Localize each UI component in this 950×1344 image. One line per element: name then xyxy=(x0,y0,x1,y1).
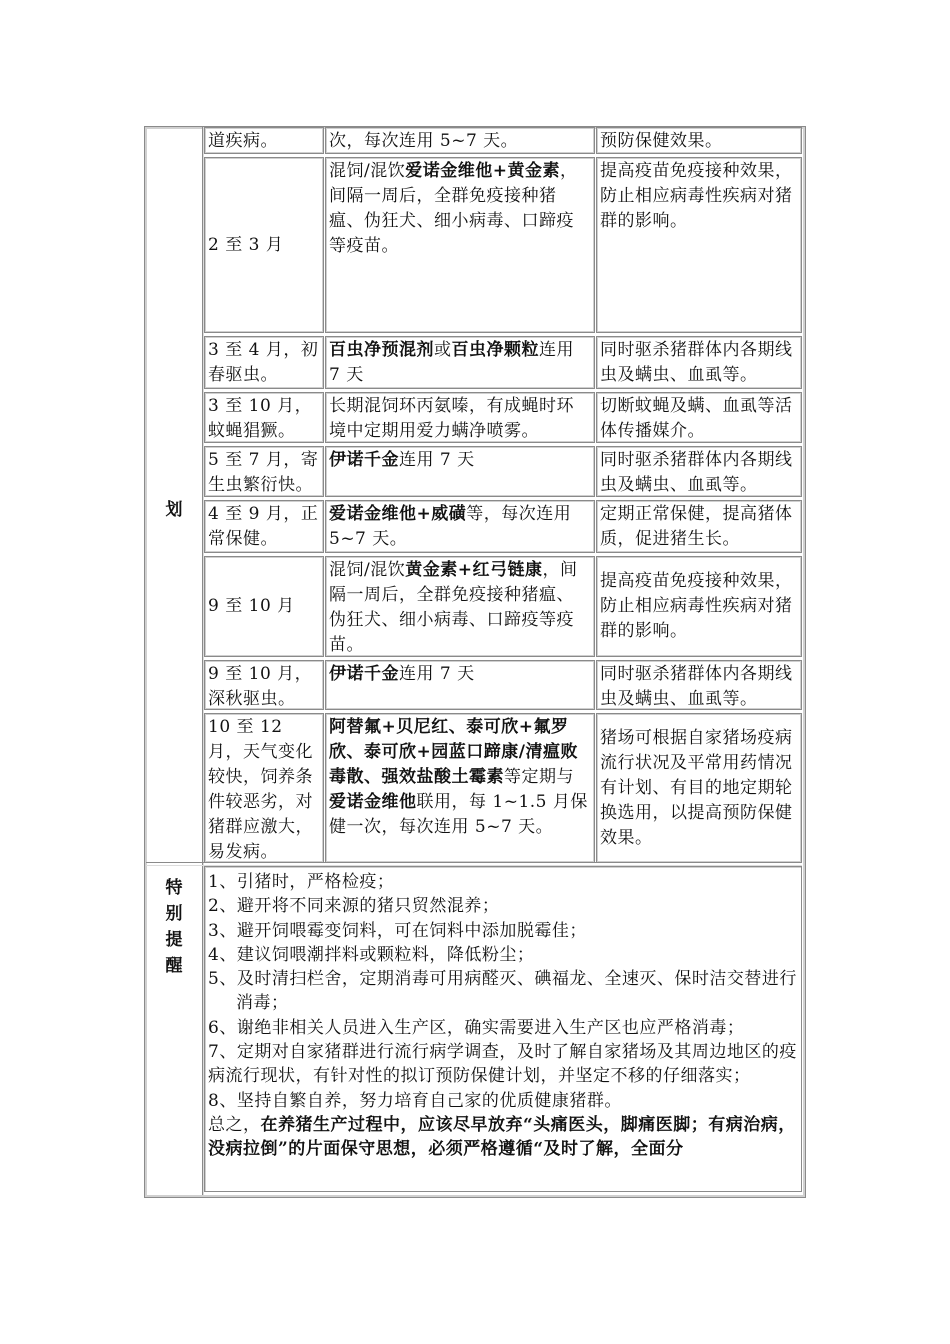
note-item: 6、谢绝非相关人员进入生产区，确实需要进入生产区也应严格消毒； xyxy=(208,1017,745,1038)
method-cell: 百虫净预混剂或百虫净颗粒连用 7 天 xyxy=(325,336,595,389)
time-cell: 2 至 3 月 xyxy=(204,157,324,333)
summary-prefix: 总之， xyxy=(208,1114,261,1135)
method-cell: 阿替氟+贝尼红、泰可欣+氟罗欣、泰可欣+园蓝口蹄康/清瘟败毒散、强效盐酸土霉素等定期与爱诺金维他联用，每 1~1.5 月保健一次，每次连用 5~7 天。 xyxy=(325,713,595,863)
method-cell: 爱诺金维他+威磺等，每次连用 5~7 天。 xyxy=(325,500,595,553)
summary-paragraph xyxy=(208,1113,798,1162)
time-cell: 9 至 10 月 xyxy=(204,556,324,657)
notes-label xyxy=(146,872,202,982)
effect-cell: 提高疫苗免疫接种效果，防止相应病毒性疾病对猪群的影响。 xyxy=(596,556,802,657)
note-item: 7、定期对自家猪群进行流行病学调查，及时了解自家猪场及其周边地区的疫病流行现状，有针对性的拟订预防保健计划，并坚定不移的仔细落实； xyxy=(208,1042,797,1087)
note-item: 8、坚持自繁自养，努力培育自己家的优质健康猪群。 xyxy=(208,1090,622,1111)
note-item: 4、建议饲喂潮拌料或颗粒料，降低粉尘； xyxy=(208,944,535,965)
section-label: 划 xyxy=(165,500,183,520)
method-cell: 伊诺千金连用 7 天 xyxy=(325,660,595,710)
effect-cell: 猪场可根据自家猪场疫病流行状况及平常用药情况有计划、有目的地定期轮换选用，以提高预防保健效果。 xyxy=(596,713,802,863)
effect-cell: 切断蚊蝇及螨、血虱等活体传播媒介。 xyxy=(596,392,802,443)
effect-cell: 同时驱杀猪群体内各期线虫及螨虫、血虱等。 xyxy=(596,446,802,497)
time-cell: 5 至 7 月，寄生虫繁衍快。 xyxy=(204,446,324,497)
note-item: 1、引猪时，严格检疫； xyxy=(208,872,395,892)
method-cell: 次，每次连用 5~7 天。 xyxy=(325,127,595,154)
time-cell: 10 至 12 月，天气变化较快，饲养条件较恶劣，对猪群应激大，易发病。 xyxy=(204,713,324,863)
note-item: 5、及时清扫栏舍，定期消毒可用病醛灭、碘福龙、全速灭、保时洁交替进行消毒； xyxy=(208,969,797,1014)
effect-cell: 定期正常保健，提高猪体质，促进猪生长。 xyxy=(596,500,802,553)
method-cell: 混饲/混饮爱诺金维他+黄金素，间隔一周后，全群免疫接种猪瘟、伪狂犬、细小病毒、口蹄疫等疫苗。 xyxy=(325,157,595,333)
effect-cell: 预防保健效果。 xyxy=(596,127,802,154)
notes-content xyxy=(204,866,802,1192)
note-item: 3、避开饲喂霉变饲料，可在饲料中添加脱霉佳； xyxy=(208,920,587,941)
time-cell: 3 至 10 月，蚊蝇猖獗。 xyxy=(204,392,324,443)
label-column-divider xyxy=(202,127,203,1195)
time-cell: 道疾病。 xyxy=(204,127,324,154)
time-cell: 9 至 10 月，深秋驱虫。 xyxy=(204,660,324,710)
method-cell: 长期混饲环丙氨嗪，有成蝇时环境中定期用爱力螨净喷雾。 xyxy=(325,392,595,443)
effect-cell: 提高疫苗免疫接种效果，防止相应病毒性疾病对猪群的影响。 xyxy=(596,157,802,333)
notes-label-char-1: 特 xyxy=(165,878,183,898)
effect-cell: 同时驱杀猪群体内各期线虫及螨虫、血虱等。 xyxy=(596,336,802,389)
notes-label-char-2: 别 xyxy=(165,904,183,924)
time-cell: 3 至 4 月，初春驱虫。 xyxy=(204,336,324,389)
effect-cell: 同时驱杀猪群体内各期线虫及螨虫、血虱等。 xyxy=(596,660,802,710)
notes-label-char-3: 提 xyxy=(165,930,183,950)
method-cell: 伊诺千金连用 7 天 xyxy=(325,446,595,497)
method-cell: 混饲/混饮黄金素+红弓链康，间隔一周后，全群免疫接种猪瘟、伪狂犬、细小病毒、口蹄疫等疫苗。 xyxy=(325,556,595,657)
time-cell: 4 至 9 月，正常保健。 xyxy=(204,500,324,553)
note-item: 2、避开将不同来源的猪只贸然混养； xyxy=(208,896,500,917)
notes-label-char-4: 醒 xyxy=(165,956,183,976)
summary-bold: 在养猪生产过程中，应该尽早放弃“头痛医头，脚痛医脚；有病治病，没病拉倒”的片面保守思想，必须严格遵循“及时了解，全面分 xyxy=(208,1114,796,1160)
